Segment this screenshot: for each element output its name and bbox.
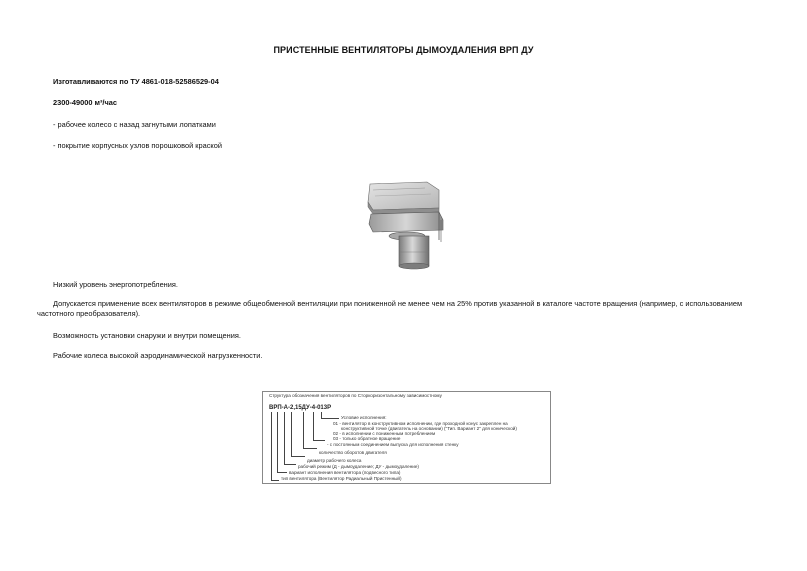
diagram-line: тип вентилятора (Вентилятор Радиальный Пристенный) [281,476,402,481]
designation-code: ВРП-А-2,15ДУ-4-013Р [269,405,332,411]
diagram-line: 01 - вентилятор в конструктивном исполнении, где проходной конус закреплен на [333,421,508,426]
diagram-line: вариант исполнения вентилятора (подвесного типа) [289,470,401,475]
paragraph: Рабочие колеса высокой аэродинамической нагрузкенности. [53,351,263,360]
diagram-line: диаметр рабочего колеса [307,458,362,463]
designation-diagram [262,391,551,484]
page-title: ПРИСТЕННЫЕ ВЕНТИЛЯТОРЫ ДЫМОУДАЛЕНИЯ ВРП ДУ [273,45,534,55]
diagram-line: Условие исполнения: [341,415,387,420]
spec-line: Изготавливаются по ТУ 4861-018-52586529-04 [53,77,219,86]
diagram-line: количество оборотов двигателя [319,450,387,455]
paragraph: Допускается применение всех вентиляторов в режиме общеобменной вентиляции при пониженной не менее чем на 25% против указанной в каталоге частоте вращения (например, с использованием частотного преобразователя). [37,299,743,318]
diagram-line: рабочий режим (Д - дымоудаление; ДУ - дымоудаление) [298,464,419,469]
capacity-line: 2300-49000 м³/час [53,98,118,107]
diagram-header: Структура обозначения вентиляторов по Сторкоризонтальному зависимостному [269,393,442,398]
feature-item: - покрытие корпусных узлов порошковой краской [53,141,222,150]
paragraph: Низкий уровень энергопотребления. [53,280,178,289]
feature-item: - рабочее колесо с назад загнутыми лопатками [53,120,216,129]
diagram-line: - с постоянным соединением выпуска для исполнения стенку [327,442,459,447]
fan-product-image [365,180,445,270]
diagram-line: конструктивной точке (двигатель на основании) ("Тип. Вариант 2" для конической) [341,426,517,431]
diagram-line: 03 - только обратное вращение [333,436,401,441]
paragraph: Возможность установки снаружи и внутри помещения. [53,331,241,340]
diagram-line: 02 - в исполнении с пониженным потреблением [333,431,436,436]
